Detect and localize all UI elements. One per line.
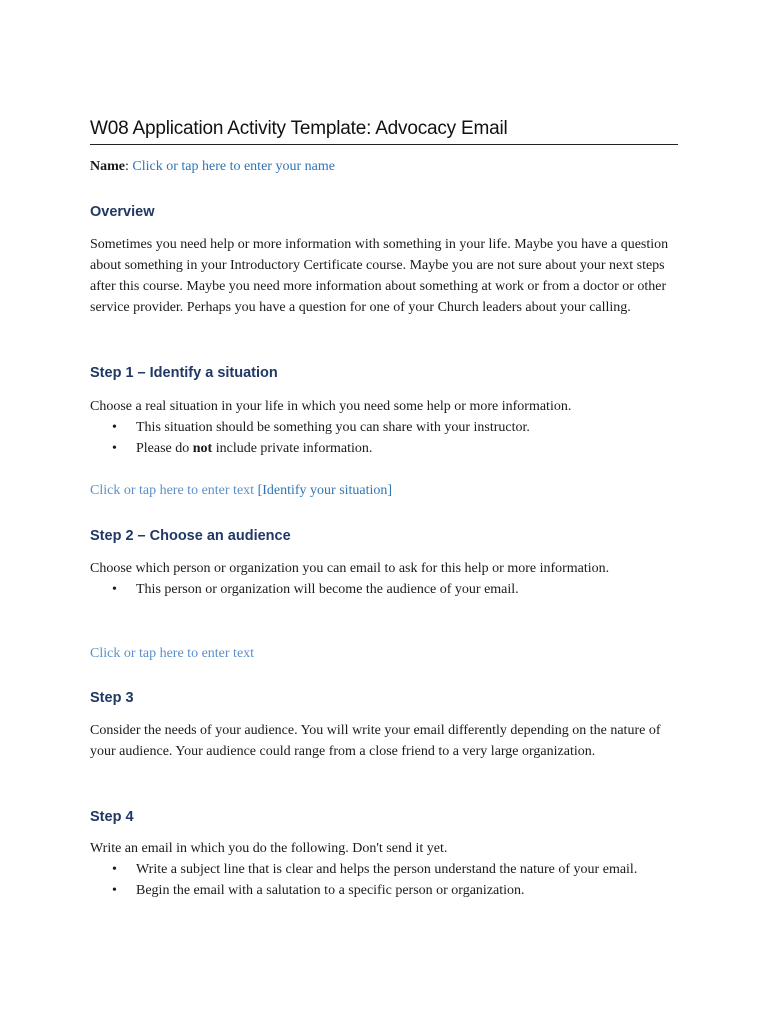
list-item-text: Begin the email with a salutation to a specific person or organization. [136,883,525,898]
step4-heading: Step 4 [90,809,134,825]
step2-input-placeholder[interactable]: Click or tap here to enter text [90,646,255,661]
emphasis-not: not [192,441,213,456]
list-item [90,880,680,901]
list-item-text: This person or organization will become the audience of your email. [136,582,519,597]
step1-text-field[interactable] [90,480,680,501]
step1-placeholder-hint: [Identify your situation] [254,483,393,498]
list-item [90,859,680,880]
step3-heading: Step 3 [90,690,134,706]
step1-intro: Choose a real situation in your life in which you need some help or more information. [90,399,572,414]
list-item-text: This situation should be something you can share with your instructor. [136,420,530,435]
bullet-icon: • [112,862,117,877]
step1-section [90,396,680,459]
list-item-text: Please do [136,441,193,456]
step4-bullet-list [90,859,680,901]
step1-input-placeholder[interactable]: Click or tap here to enter text [90,483,255,498]
bullet-icon: • [112,582,117,597]
step2-intro: Choose which person or organization you can email to ask for this help or more information. [90,561,610,576]
bullet-icon: • [112,883,117,898]
step2-section [90,558,680,600]
step2-text-field[interactable] [90,643,680,664]
document-title: W08 Application Activity Template: Advocacy Email [90,118,678,145]
name-input-placeholder[interactable]: Click or tap here to enter your name [132,159,335,174]
step1-heading: Step 1 – Identify a situation [90,365,278,381]
list-item [90,438,680,459]
step4-intro: Write an email in which you do the following. Don't send it yet. [90,841,448,856]
list-item-text: include private information. [212,441,373,456]
list-item [90,417,680,438]
step2-bullet-list [90,579,680,600]
step2-heading: Step 2 – Choose an audience [90,528,291,544]
name-line [90,156,680,177]
name-colon: : [125,159,129,174]
list-item [90,579,680,600]
overview-heading: Overview [90,204,155,220]
step4-section [90,838,680,901]
step3-paragraph: Consider the needs of your audience. You will write your email differently depending on the nature of your audience. Your audience could range from a close friend to a very large organization. [90,723,661,759]
step1-bullet-list [90,417,680,459]
list-item-text: Write a subject line that is clear and helps the person understand the nature of your email. [136,862,638,877]
bullet-icon: • [112,420,117,435]
name-label: Name [90,159,125,174]
overview-paragraph: Sometimes you need help or more information with something in your life. Maybe you have a question about something in your Introductory Certificate course. Maybe you are not sure about your next steps after this course. Maybe you need more information about something at work or from a doctor or other service provider. Perhaps you have a question for one of your Church leaders about your calling. [90,237,669,315]
bullet-icon: • [112,441,117,456]
